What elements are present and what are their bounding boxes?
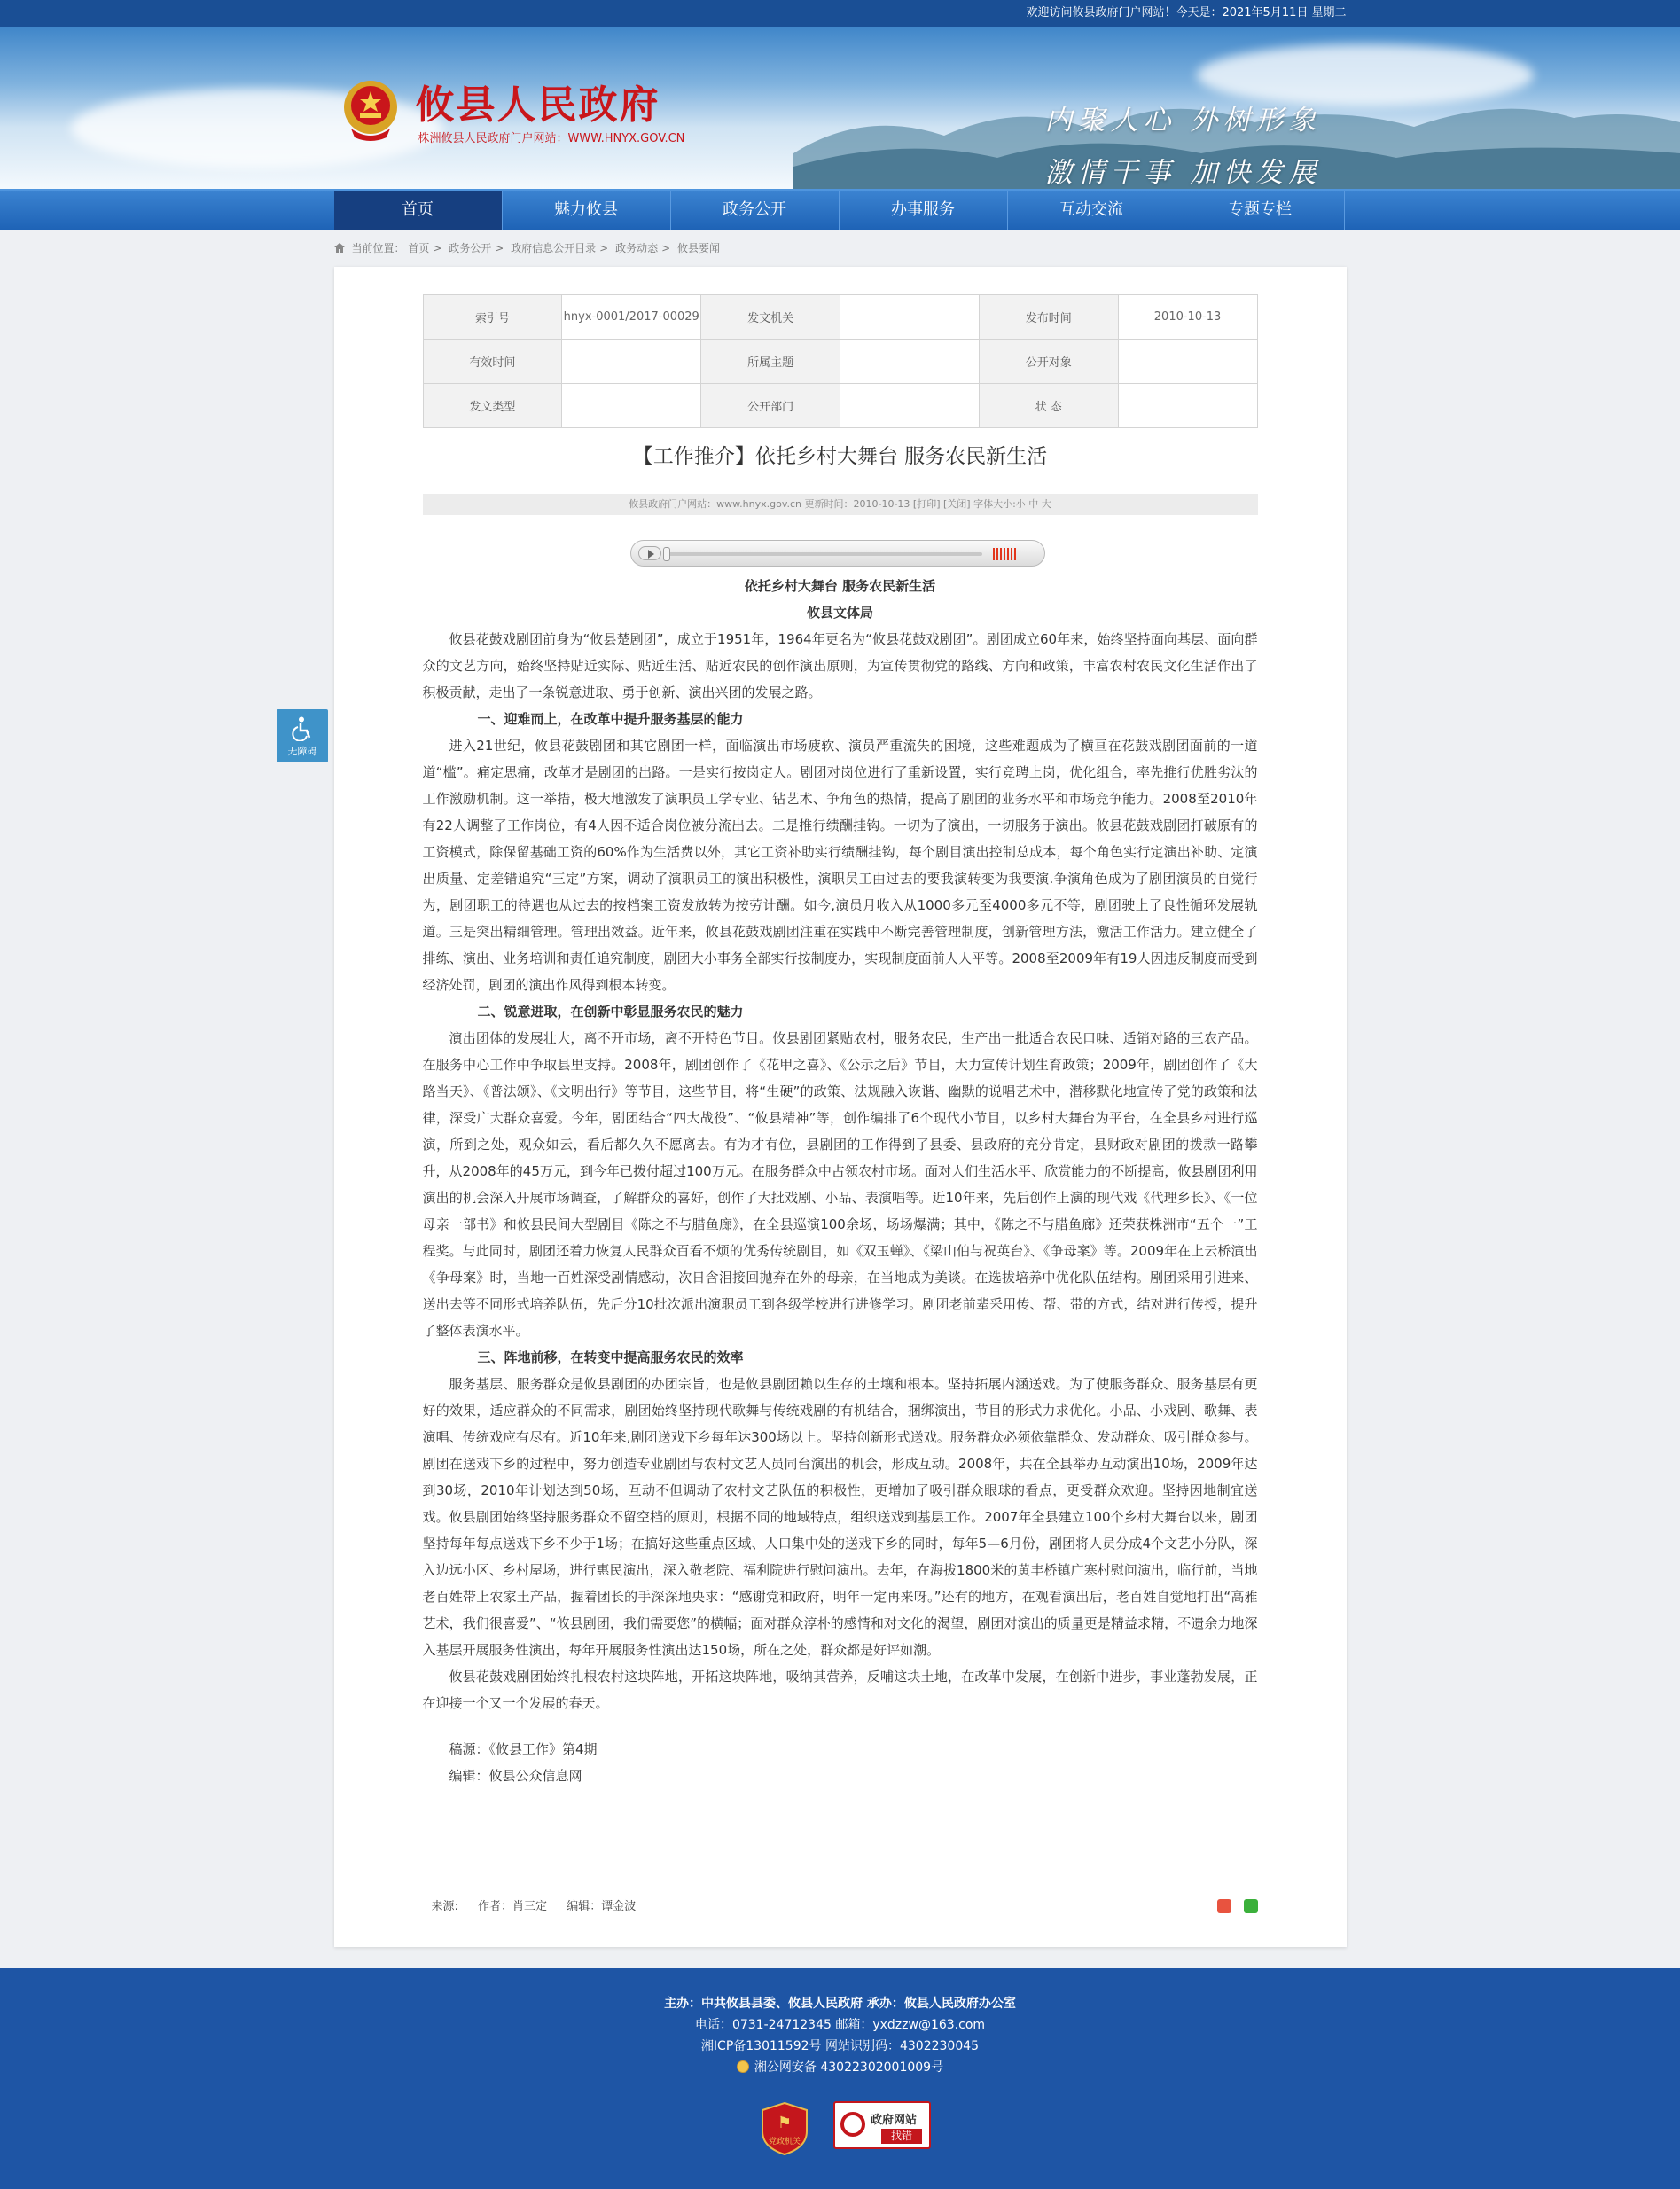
breadcrumb-link[interactable]: 政务公开: [449, 242, 492, 254]
table-row: [423, 384, 1257, 428]
meta-label: 有效时间: [423, 340, 562, 384]
nav-item-charm[interactable]: 魅力攸县: [503, 191, 671, 230]
article-paragraph: 攸县花鼓戏剧团始终扎根农村这块阵地，开拓这块阵地，吸纳其营养，反哺这块土地，在改革中发展，在创新中进步，事业蓬勃发展，正在迎接一个又一个发展的春天。: [422, 1669, 1258, 1711]
slogan-line-1: 内聚人心 外树形象: [1044, 105, 1322, 137]
article-paragraph: 演出团体的发展壮大，离不开市场，离不开特色节目。攸县剧团紧贴农村，服务农民，生产出一批适合农民口味、适销对路的三农产品。在服务中心工作中争取县里支持。2008年，剧团创作了《花甲之喜》、《公示之后》节目，大力宣传计划生育政策；2009年，剧团创作了《大路当天》、《普法颂》、《文明出行》等节目，这些节目，将“生硬”的政策、法规融入诙谐、幽默的说唱艺术中，潜移默化地宣传了党的政策和法律，深受广大群众喜爱。今年，剧团结合“四大战役”、“攸县精神”等，创作编排了6个现代小节目，以乡村大舞台为平台，在全县乡村进行巡演，所到之处，观众如云，看后都久久不愿离去。有为才有位，县剧团的工作得到了县委、县政府的充分肯定，县财政对剧团的拨款一路攀升，从2008年的45万元，到今年已拨付超过100万元。在服务群众中占领农村市场。面对人们生活水平、欣赏能力的不断提高，攸县剧团利用演出的机会深入开展市场调查，了解群众的喜好，创作了大批戏剧、小品、表演唱等。近10年来，先后创作上演的现代戏《代理乡长》、《一位母亲一部书》和攸县民间大型剧目《陈之不与腊鱼廊》，在全县巡演100余场，场场爆满；其中，《陈之不与腊鱼廊》还荣获株洲市“五个一”工程奖。与此同时，剧团还着力恢复人民群众百看不烦的优秀传统剧目，如《双玉蝉》、《梁山伯与祝英台》、《争母案》等。2009年在上云桥演出《争母案》时，当地一百姓深受剧情感动，次日含泪接回抛弃在外的母亲，在当地成为美谈。在选拔培养中优化队伍结构。剧团采用引进来、送出去等不同形式培养队伍，先后分10批次派出演职员工到各级学校进行进修学习。剧团老前辈采用传、帮、带的方式，结对进行传授，提升了整体表演水平。: [422, 1030, 1258, 1339]
badge-text: 党政机关: [768, 2138, 801, 2146]
welcome-text: 欢迎访问攸县政府门户网站！今天是：2021年5月11日 星期二: [1026, 6, 1347, 20]
breadcrumb: 当前位置： 首页 > 政务公开 > 政府信息公开目录 > 政务动态 > 攸县要闻: [334, 230, 1347, 267]
editor-line: 编辑：攸县公众信息网: [449, 1768, 582, 1784]
footer-police-record: [0, 2057, 1680, 2078]
gov-site-error-report[interactable]: [833, 2101, 931, 2149]
meta-value: 2010-10-13: [1118, 295, 1257, 340]
home-icon: [334, 243, 345, 253]
nav-item-home[interactable]: 首页: [334, 191, 503, 230]
footer-contact: 电话：0731-24712345 邮箱：yxdzzw@163.com: [694, 2018, 986, 2032]
audio-player: [630, 540, 1045, 567]
site-title: 攸县人民政府: [415, 82, 660, 128]
volume-control[interactable]: [993, 548, 1016, 560]
article-info-bar: 攸县政府门户网站：www.hnyx.gov.cn 更新时间：2010-10-13 [打印] [关闭] 字体大小:小 中 大: [423, 494, 1258, 515]
editor-label: 编辑：谭金波: [567, 1900, 637, 1913]
article-paragraph: 进入21世纪，攸县花鼓剧团和其它剧团一样，面临演出市场疲软、演员严重流失的困境，这些难题成为了横亘在花鼓戏剧团面前的一道道“槛”。痛定思痛，改革才是剧团的出路。一是实行按岗定人。剧团对岗位进行了重新设置，实行竞聘上岗，优化组合，率先推行优胜劣汰的工作激励机制。这一举措，极大地激发了演职员工学专业、钻艺术、争角色的热情，提高了剧团的业务水平和市场竞争能力。2008至2010年有22人调整了工作岗位，有4人因不适合岗位被分流出去。二是推行绩酬挂钩。一切为了演出，一切服务于演出。攸县花鼓戏剧团打破原有的工资模式，除保留基础工资的60%作为生活费以外，其它工资补助实行绩酬挂钩，每个剧目演出控制总成本，每个角色实行定演出补助、定演出质量、定差错追究“三定”方案，调动了演职员工的演出积极性，演职员工由过去的要我演转变为我要演.争演角色成为了剧团演员的自觉行为，剧团职工的待遇也从过去的按档案工资发放转为按劳计酬。如今,演员月收入从1000多元至4000多元不等，剧团驶上了良性循环发展轨道。三是突出精细管理。管理出效益。近年来，攸县花鼓戏剧团注重在实践中不断完善管理制度，创新管理方法，激活工作活力。建立健全了排练、演出、业务培训和责任追究制度，剧团大小事务全部实行按制度办，实现制度面前人人平等。2008至2009年有19人因违反制度而受到经济处罚，剧团的演出作风得到根本转变。: [422, 738, 1258, 993]
accessibility-button[interactable]: [277, 709, 328, 762]
audio-progress-track[interactable]: [663, 552, 982, 556]
share-buttons: [1210, 1896, 1257, 1913]
national-emblem-icon: [339, 75, 402, 143]
meta-label: 索引号: [423, 295, 562, 340]
meta-value: hnyx-0001/2017-00029: [562, 295, 701, 340]
meta-label: 状 态: [979, 384, 1118, 428]
site-banner: [0, 27, 1680, 189]
breadcrumb-link[interactable]: 攸县要闻: [676, 242, 720, 254]
meta-label: 发布时间: [979, 295, 1118, 340]
source-label: 来源:: [431, 1900, 458, 1913]
metadata-table: [423, 294, 1258, 428]
meta-value: [1118, 384, 1257, 428]
party-gov-badge-icon[interactable]: [761, 2101, 809, 2156]
main-nav: [0, 189, 1680, 230]
meta-label: 发文类型: [423, 384, 562, 428]
article-heading: 依托乡村大舞台 服务农民新生活: [744, 578, 936, 594]
footer-icp: 湘ICP备13011592号 网站识别码：4302230045: [700, 2039, 980, 2053]
meta-value: [840, 340, 979, 384]
author-label: 作者：肖三定: [478, 1900, 548, 1913]
play-button[interactable]: [638, 546, 661, 560]
breadcrumb-link[interactable]: 政府信息公开目录: [511, 242, 597, 254]
section-heading: 三、阵地前移，在转变中提高服务农民的效率: [477, 1349, 744, 1365]
footer-sponsor: 主办：中共攸县县委、攸县人民政府 承办：攸县人民政府办公室: [664, 1997, 1016, 2011]
site-subtitle: 株洲攸县人民政府门户网站：WWW.HNYX.GOV.CN: [418, 132, 685, 145]
meta-value: [562, 340, 701, 384]
article-card: [334, 267, 1347, 1947]
weibo-share-icon[interactable]: [1217, 1899, 1231, 1913]
accessibility-label: 无障碍: [287, 746, 317, 757]
meta-value: [840, 384, 979, 428]
top-strip: [0, 0, 1680, 27]
meta-label: 发文机关: [701, 295, 840, 340]
error-report-top: 政府网站: [871, 2114, 918, 2127]
footer-police-text: 湘公网安备 43022302001009号: [754, 2060, 944, 2075]
meta-label: 所属主题: [701, 340, 840, 384]
meta-label: 公开部门: [701, 384, 840, 428]
breadcrumb-prefix: 当前位置：: [351, 242, 405, 254]
source-line: 稿源：《攸县工作》第4期: [449, 1741, 598, 1757]
nav-item-services[interactable]: 办事服务: [840, 191, 1008, 230]
article-footer-meta: [432, 1896, 652, 1913]
nav-item-interaction[interactable]: 互动交流: [1008, 191, 1176, 230]
nav-item-topics[interactable]: 专题专栏: [1176, 191, 1345, 230]
slogan-line-2: 激情干事 加快发展: [1044, 157, 1322, 189]
section-heading: 一、迎难而上，在改革中提升服务基层的能力: [477, 711, 744, 727]
meta-value: [562, 384, 701, 428]
meta-value: [840, 295, 979, 340]
slogan: [992, 69, 1329, 189]
article-title: 【工作推介】依托乡村大舞台 服务农民新生活: [632, 445, 1048, 468]
article-paragraph: 服务基层、服务群众是攸县剧团的办团宗旨，也是攸县剧团赖以生存的土壤和根本。坚持拓展内涵送戏。为了使服务群众、服务基层有更好的效果，适应群众的不同需求，剧团始终坚持现代歌舞与传统戏剧的有机结合，捆绑演出，节目的形式力求优化。小品、小戏剧、歌舞、表演唱、传统戏应有尽有。近10年来,剧团送戏下乡每年达300场以上。坚持创新形式送戏。服务群众必须依靠群众、发动群众、吸引群众参与。剧团在送戏下乡的过程中，努力创造专业剧团与农村文艺人员同台演出的机会，形成互动。2008年，共在全县举办互动演出10场，2009年达到30场，2010年计划达到50场，互动不但调动了农村文艺队伍的积极性，更增加了吸引群众眼球的看点，更受群众欢迎。坚持因地制宜送戏。攸县剧团始终坚持服务群众不留空档的原则，根据不同的地域特点，组织送戏到基层工作。2007年全县建立100个乡村大舞台以来，剧团坚持每年每点送戏下乡不少于1场；在搞好这些重点区域、人口集中处的送戏下乡的同时，每年5—6月份，剧团将人员分成4个文艺小分队，深入边远小区、乡村屋场，进行惠民演出，深入敬老院、福利院进行慰问演出。去年，在海拔1800米的黄丰桥镇广寒村慰问演出，临行前，当地老百姓带上农家土产品，握着团长的手深深地央求：“感谢党和政府，明年一定再来呀。”还有的地方，在观看演出后，老百姓自觉地打出“高雅艺术，我们很喜爱”、“攸县剧团，我们需要您”的横幅；面对群众淳朴的感情和对文化的渴望，剧团对演出的质量更是精益求精，不遗余力地深入基层开展服务性演出，每年开展服务性演出达150场，所在之处，群众都是好评如潮。: [422, 1376, 1258, 1658]
audio-progress-handle[interactable]: [663, 547, 670, 561]
nav-item-gov-affairs[interactable]: 政务公开: [671, 191, 840, 230]
police-badge-icon: [737, 2060, 749, 2073]
breadcrumb-link[interactable]: 政务动态: [615, 242, 659, 254]
site-footer: [0, 1968, 1680, 2189]
article-paragraph: 攸县花鼓戏剧团前身为“攸县楚剧团”，成立于1951年，1964年更名为“攸县花鼓戏剧团”。剧团成立60年来，始终坚持面向基层、面向群众的文艺方向，始终坚持贴近实际、贴近生活、贴近农民的创作演出原则，为宣传贯彻党的路线、方向和政策，丰富农村农民文化生活作出了积极贡献，走出了一条锐意进取、勇于创新、演出兴团的发展之路。: [422, 631, 1258, 700]
table-row: [423, 295, 1257, 340]
meta-value: [1118, 340, 1257, 384]
wechat-share-icon[interactable]: [1244, 1899, 1258, 1913]
breadcrumb-link[interactable]: 首页: [408, 242, 430, 254]
meta-label: 公开对象: [979, 340, 1118, 384]
table-row: [423, 340, 1257, 384]
article-body: [423, 573, 1258, 1789]
wheelchair-icon: [291, 716, 314, 741]
magnifier-icon: [840, 2112, 865, 2137]
svg-text:⚑: ⚑: [777, 2114, 793, 2132]
article-dept: 攸县文体局: [806, 605, 873, 621]
section-heading: 二、锐意进取，在创新中彰显服务农民的魅力: [477, 1004, 744, 1020]
error-report-bottom: 找错: [881, 2129, 922, 2144]
